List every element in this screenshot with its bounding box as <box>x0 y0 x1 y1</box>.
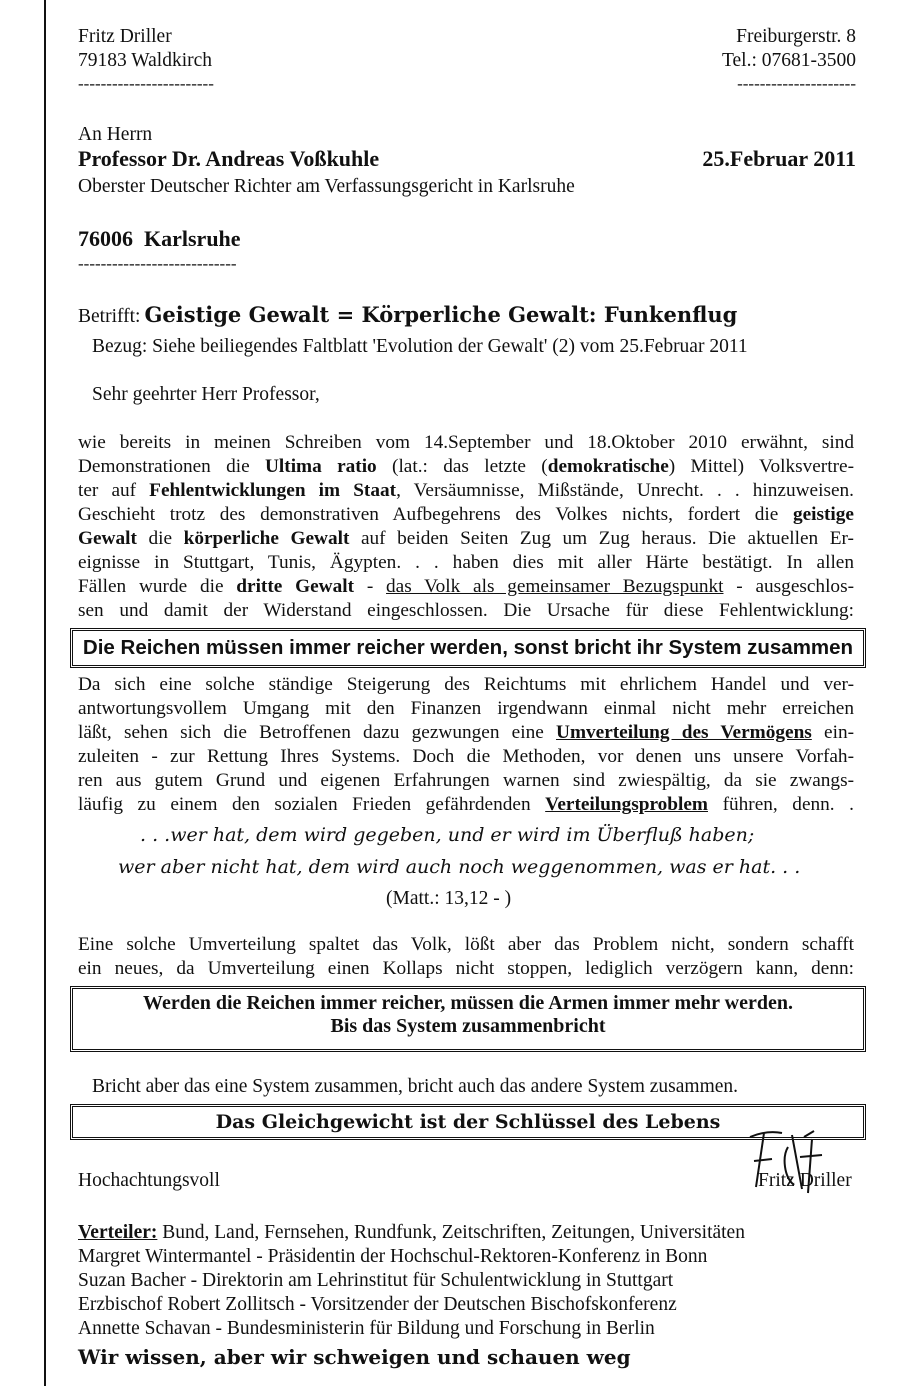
letter-date: 25.Februar 2011 <box>702 146 856 171</box>
distribution-label: Verteiler: <box>78 1222 158 1243</box>
highlight-box-rich <box>70 628 866 668</box>
greeting: Sehr geehrter Herr Professor, <box>92 384 320 405</box>
sender-dash-left: ------------------------ <box>78 74 214 93</box>
para1-line2: Demonstrationen die Ultima ratio (lat.: das letzte (demokratische) Mittel) Volksvertre- <box>78 456 854 477</box>
para1-line4: Geschieht trotz des demonstrativen Aufbegehrens des Volkes nichts, fordert die geistige <box>78 504 854 525</box>
para3-line2: ein neues, da Umverteilung einen Kollaps nicht stoppen, lediglich verzögern kann, denn: <box>78 958 854 979</box>
box3-text: Das Gleichgewicht ist der Schlüssel des Lebens <box>215 1111 721 1133</box>
quote-line2: wer aber nicht hat, dem wird auch noch weggenommen, was er hat. . . <box>118 856 801 878</box>
para1-line1: wie bereits in meinen Schreiben vom 14.September und 18.Oktober 2010 erwähnt, sind <box>78 432 854 453</box>
footer-motto: Wir wissen, aber wir schweigen und schauen weg <box>78 1345 631 1369</box>
box1-text: Die Reichen müssen immer reicher werden, sonst bricht ihr System zusammen <box>82 636 854 659</box>
quote-reference: (Matt.: 13,12 - ) <box>386 888 512 909</box>
emph-common-reference: das Volk als gemeinsamer Bezugspunkt <box>386 576 724 597</box>
para1-line3: ter auf Fehlentwicklungen im Staat, Versäumnisse, Mißstände, Unrecht. . . hinzuweisen. <box>78 480 854 501</box>
left-margin-line <box>44 0 46 1386</box>
para1-line6: eignisse in Stuttgart, Tunis, Ägypten. . . haben dies mit aller Härte bestätigt. In allen <box>78 552 854 573</box>
recipient-title: Oberster Deutscher Richter am Verfassungsgericht in Karlsruhe <box>78 176 575 197</box>
emph-physical-violence: körperliche Gewalt <box>183 528 350 549</box>
recipient-city: Karlsruhe <box>144 226 241 251</box>
distribution-line3: Suzan Bacher - Direktorin am Lehrinstitut für Schulentwicklung in Stuttgart <box>78 1270 674 1291</box>
para2-line1: Da sich eine solche ständige Steigerung des Reichtums mit ehrlichem Handel und ver- <box>78 674 854 695</box>
subject-text: Geistige Gewalt = Körperliche Gewalt: Funkenflug <box>144 302 738 327</box>
signature-name: Fritz Driller <box>758 1170 852 1191</box>
emph-third-power: dritte Gewalt <box>236 576 355 597</box>
para1-line7: Fällen wurde die dritte Gewalt - das Volk als gemeinsamer Bezugspunkt - ausgeschlos- <box>78 576 854 597</box>
recipient-address <box>78 226 241 252</box>
distribution-line2: Margret Wintermantel - Präsidentin der Hochschul-Rektoren-Konferenz in Bonn <box>78 1246 708 1267</box>
emph-ultima-ratio: Ultima ratio <box>265 456 377 477</box>
distribution-line4: Erzbischof Robert Zollitsch - Vorsitzender der Deutschen Bischofskonferenz <box>78 1294 677 1315</box>
para2-line3: läßt, sehen sich die Betroffenen dazu gezwungen eine Umverteilung des Vermögens ein- <box>78 722 855 743</box>
distribution-line5: Annette Schavan - Bundesministerin für Bildung und Forschung in Berlin <box>78 1318 655 1339</box>
subject-line <box>78 302 737 328</box>
emph-misdevelopments: Fehlentwicklungen im Staat <box>149 480 397 501</box>
para3-line1: Eine solche Umverteilung spaltet das Volk, lößt aber das Problem nicht, sondern schafft <box>78 934 854 955</box>
subject-reference: Bezug: Siehe beiliegendes Faltblatt 'Evolution der Gewalt' (2) vom 25.Februar 2011 <box>92 336 748 357</box>
sender-street: Freiburgerstr. 8 <box>736 26 856 47</box>
para2-line4: zuleiten - zur Rettung Ihres Systems. Doch die Methoden, vor denen uns unsere Vorfah- <box>78 746 854 767</box>
closing: Hochachtungsvoll <box>78 1170 220 1191</box>
highlight-box-poor <box>70 986 866 1052</box>
sender-dash-right: --------------------- <box>737 74 856 93</box>
sender-city: 79183 Waldkirch <box>78 50 213 71</box>
recipient-zip: 76006 <box>78 226 133 251</box>
box2-line2: Bis das System zusammenbricht <box>330 1015 606 1037</box>
emph-redistribution: Umverteilung des Vermögens <box>556 722 812 743</box>
recipient-dash: ---------------------------- <box>78 254 237 273</box>
distribution-line1: Verteiler: Bund, Land, Fernsehen, Rundfunk, Zeitschriften, Zeitungen, Universitäten <box>78 1222 745 1243</box>
recipient-salutation: An Herrn <box>78 124 153 145</box>
subject-label: Betrifft: <box>78 306 141 327</box>
quote-line1: . . .wer hat, dem wird gegeben, und er wird im Überfluß haben; <box>140 824 755 846</box>
emph-democratic: demokratische <box>547 456 669 477</box>
emph-distribution-problem: Verteilungsproblem <box>545 794 708 815</box>
sender-phone: Tel.: 07681-3500 <box>721 50 856 71</box>
para1-line8: sen und damit der Widerstand eingeschlossen. Die Ursache für diese Fehlentwicklung: <box>78 600 854 621</box>
para2-line2: antwortungsvollem Umgang mit den Finanzen irgendwann einmal nicht mehr erreichen <box>78 698 854 719</box>
emph-mental: geistige <box>792 504 854 525</box>
para1-line5: Gewalt die körperliche Gewalt auf beiden Seiten Zug um Zug heraus. Die aktuellen Er- <box>78 528 854 549</box>
sender-name: Fritz Driller <box>78 26 172 47</box>
para2-line6: läufig zu einem den sozialen Frieden gefährdenden Verteilungsproblem führen, denn. . <box>78 794 854 815</box>
para2-line5: ren aus gutem Grund und eigenen Erfahrungen warnen sind zwiespältig, da sie zwangs- <box>78 770 854 791</box>
box2-line1: Werden die Reichen immer reicher, müssen die Armen immer mehr werden. <box>143 992 793 1014</box>
para4: Bricht aber das eine System zusammen, bricht auch das andere System zusammen. <box>92 1076 739 1097</box>
recipient-name: Professor Dr. Andreas Voßkuhle <box>78 146 380 171</box>
